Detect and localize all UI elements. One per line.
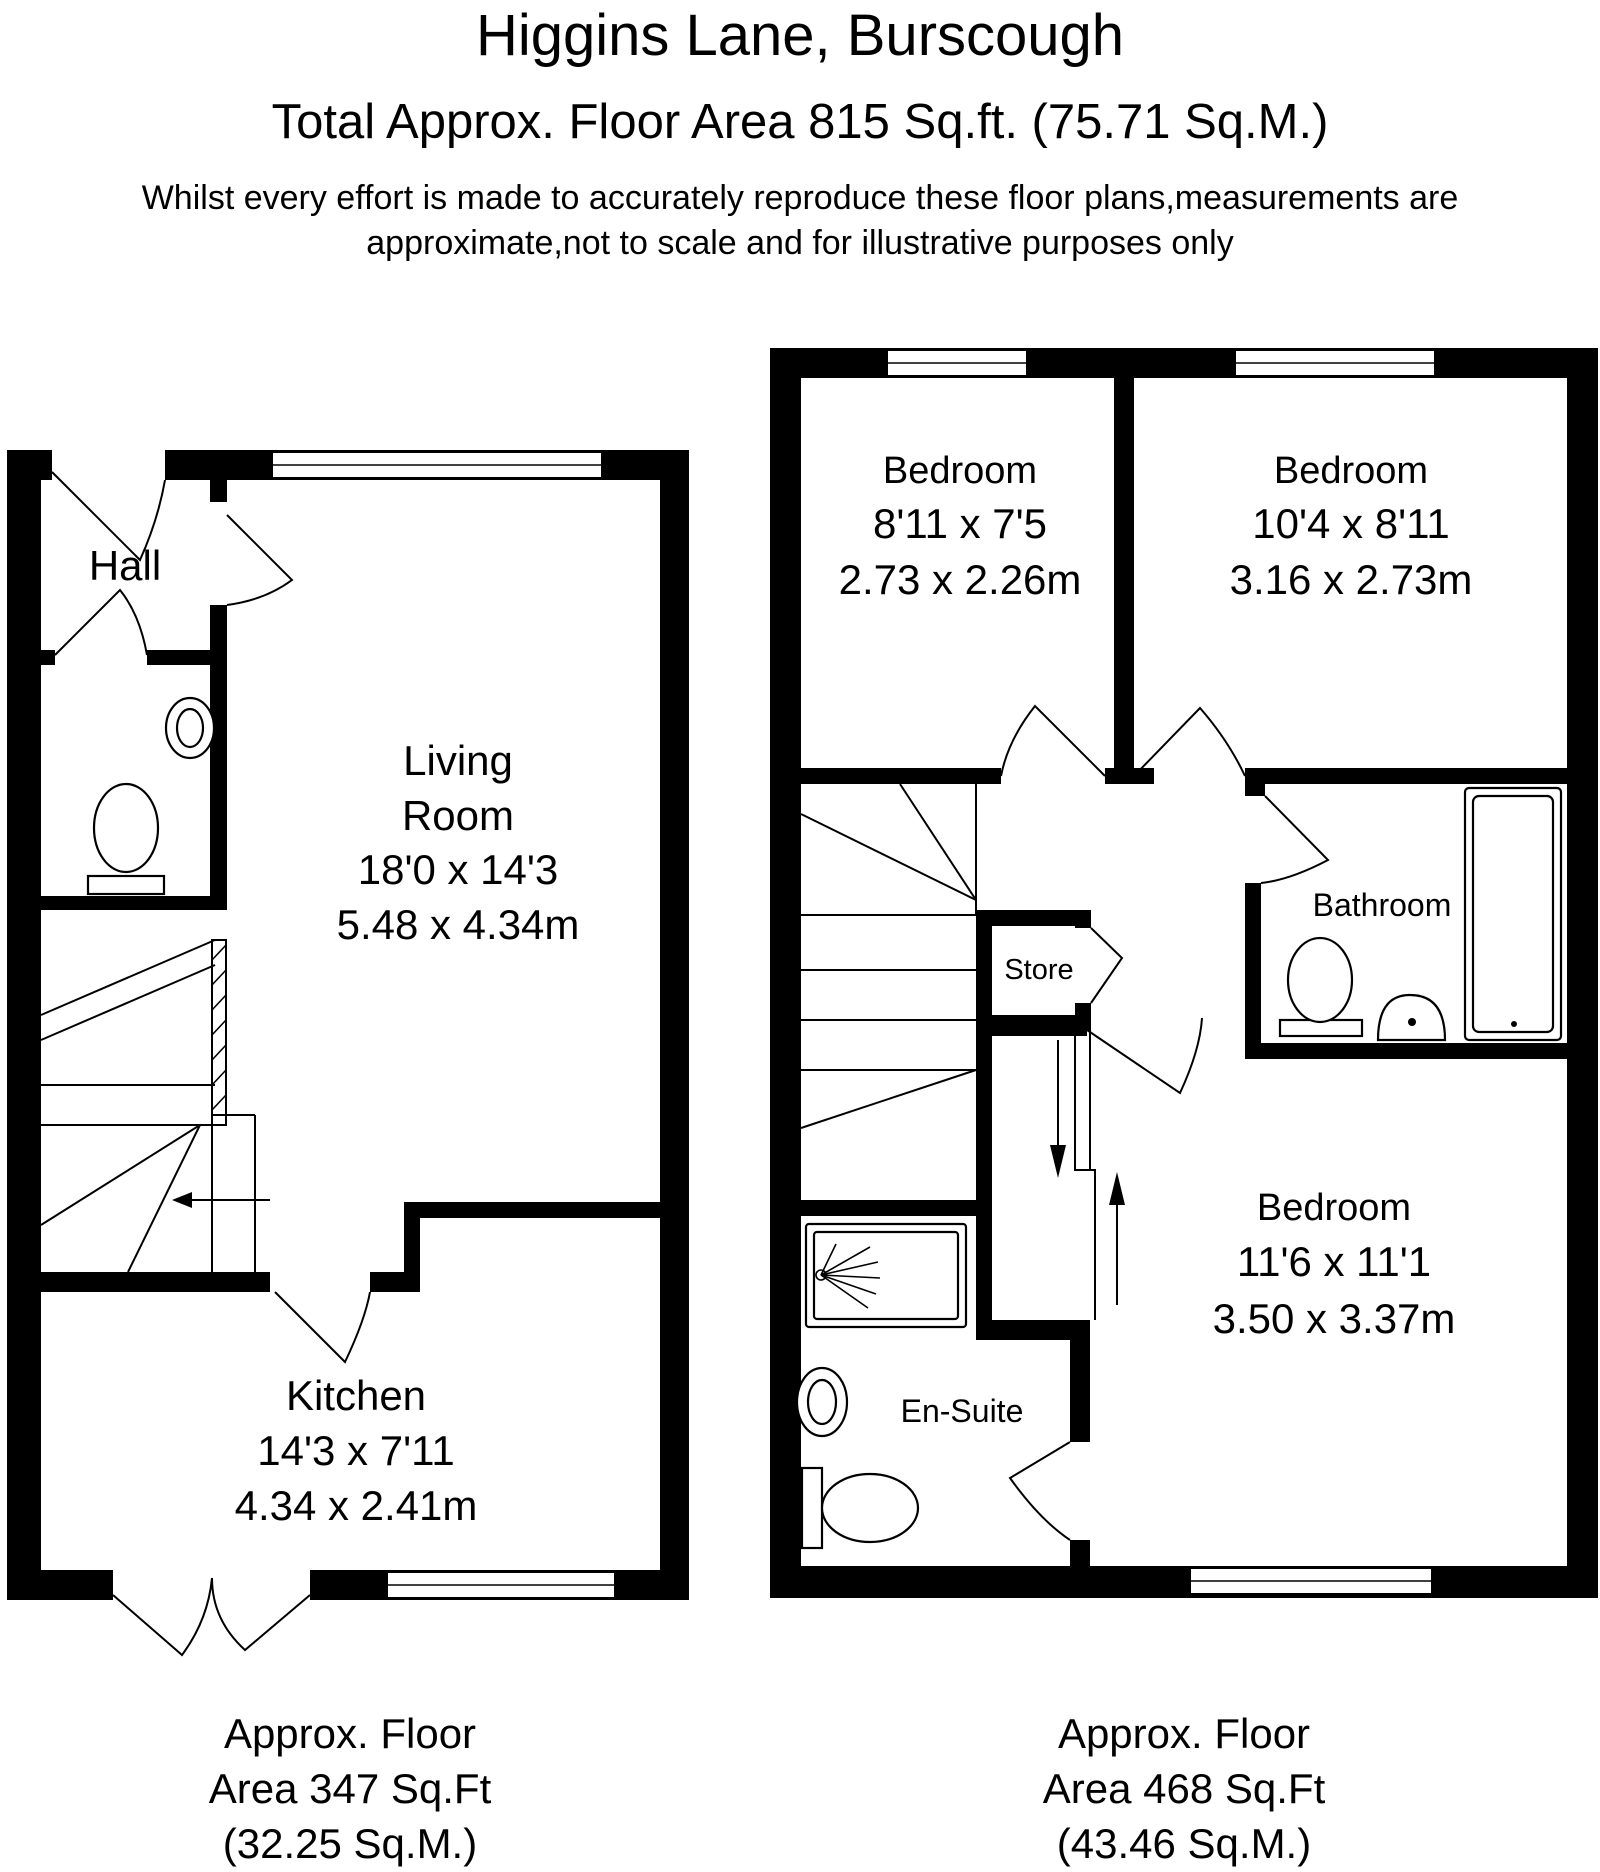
ground-floor-fixtures [88, 698, 214, 894]
bedroom3-metric: 3.50 x 3.37m [1212, 1295, 1456, 1342]
first-floor-plan [770, 348, 1598, 1867]
first-floor-area-line1: Approx. Floor [1057, 1710, 1311, 1757]
kitchen-door-swing [275, 1292, 370, 1362]
plan-title: Higgins Lane, Burscough [475, 3, 1125, 68]
ground-floor-area-line1: Approx. Floor [223, 1710, 477, 1757]
kitchen-imperial: 14'3 x 7'11 [257, 1427, 455, 1474]
wc-cistern [88, 876, 164, 894]
living-room-imperial: 18'0 x 14'3 [357, 846, 559, 893]
first-floor-labels [839, 450, 1473, 1867]
bathroom-door-swing [1261, 796, 1328, 883]
en-suite-label: En-Suite [900, 1393, 1024, 1429]
first-floor-area-line3: (43.46 Sq.M.) [1056, 1820, 1312, 1867]
bedroom3-label: Bedroom [1256, 1187, 1412, 1229]
ground-floor-stairs [41, 940, 270, 1272]
first-floor-stairs [801, 784, 976, 1128]
en-suite-toilet [822, 1474, 918, 1542]
store-door-swing [1091, 928, 1122, 1003]
store-label: Store [1004, 954, 1074, 986]
total-floor-area: Total Approx. Floor Area 815 Sq.ft. (75.71 Sq.M.) [271, 95, 1329, 149]
bedroom3-imperial: 11'6 x 11'1 [1236, 1238, 1432, 1285]
bathroom-basin [1378, 995, 1445, 1040]
bedroom1-label: Bedroom [882, 450, 1038, 492]
wc-door-swing [55, 590, 147, 655]
first-floor-doors [1001, 706, 1328, 1540]
bathroom-toilet [1288, 938, 1352, 1022]
patio-door-right-swing [212, 1578, 310, 1650]
ground-floor-area-line2: Area 347 Sq.Ft [208, 1765, 492, 1812]
disclaimer-line-2: approximate,not to scale and for illustrative purposes only [366, 224, 1234, 262]
ground-floor-area-line3: (32.25 Sq.M.) [222, 1820, 478, 1867]
patio-door-left-swing [113, 1578, 212, 1655]
wc-toilet [94, 784, 158, 872]
bathroom-label: Bathroom [1312, 887, 1452, 923]
kitchen-label: Kitchen [285, 1372, 427, 1419]
first-floor-area-line2: Area 468 Sq.Ft [1042, 1765, 1326, 1812]
bedroom2-door-swing [1134, 708, 1245, 776]
en-suite-cistern [802, 1468, 822, 1548]
ground-floor-plan [7, 450, 689, 1867]
bedroom2-label: Bedroom [1273, 450, 1429, 492]
wardrobe [1050, 1031, 1125, 1320]
bedroom3-door-swing [1087, 1018, 1202, 1093]
kitchen-metric: 4.34 x 2.41m [234, 1482, 478, 1529]
bedroom1-metric: 2.73 x 2.26m [838, 556, 1082, 603]
disclaimer-line-1: Whilst every effort is made to accurately reproduce these floor plans,measurements are [141, 179, 1459, 217]
bedroom2-metric: 3.16 x 2.73m [1229, 556, 1473, 603]
living-room-label-line2: Room [401, 792, 515, 839]
living-room-label-line1: Living [403, 737, 513, 784]
en-suite-door-swing [1010, 1442, 1070, 1540]
bedroom1-imperial: 8'11 x 7'5 [872, 500, 1048, 547]
bedroom1-door-swing [1001, 706, 1105, 776]
hall-living-door-swing [227, 515, 292, 605]
bedroom2-imperial: 10'4 x 8'11 [1252, 500, 1450, 547]
hall-label: Hall [88, 542, 162, 589]
living-room-metric: 5.48 x 4.34m [336, 901, 580, 948]
